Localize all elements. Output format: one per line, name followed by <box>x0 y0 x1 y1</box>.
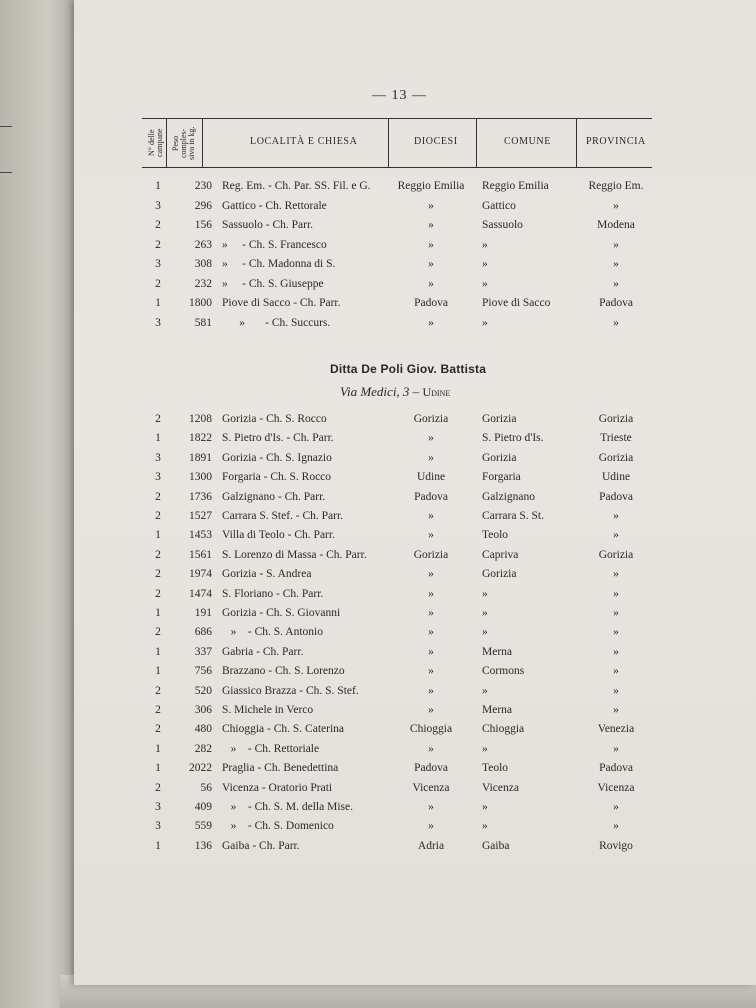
table-row <box>0 685 756 704</box>
cell-weight: 296 <box>194 199 212 212</box>
cell-count: 1 <box>155 432 161 445</box>
facing-page-mark <box>0 126 12 127</box>
cell-provincia: Modena <box>597 219 635 231</box>
cell-diocese: Padova <box>414 490 448 503</box>
table-row <box>0 607 756 626</box>
firm-name: Ditta De Poli Giov. Battista <box>330 362 487 376</box>
cell-diocese: Gorizia <box>413 413 449 425</box>
cell-count: 2 <box>155 548 161 561</box>
cell-provincia: Padova <box>599 490 633 503</box>
table-row <box>0 820 756 839</box>
cell-count: 1 <box>155 297 161 309</box>
cell-provincia: » <box>613 238 619 251</box>
cell-provincia: » <box>613 199 619 212</box>
cell-weight: 520 <box>194 684 212 697</box>
table-row <box>0 743 756 762</box>
cell-comune: Merna <box>482 645 513 658</box>
table-row <box>0 200 756 219</box>
cell-count: 1 <box>155 742 161 755</box>
header-comune: COMUNE <box>504 136 551 147</box>
table-row <box>0 704 756 723</box>
header-num: N° delle campane <box>147 128 164 158</box>
cell-provincia: Venezia <box>597 723 635 736</box>
cell-weight: 1891 <box>189 451 212 464</box>
cell-weight: 756 <box>194 665 212 678</box>
cell-location: Gaiba - Ch. Parr. <box>222 839 300 852</box>
cell-diocese: Udine <box>416 471 446 484</box>
cell-count: 2 <box>155 781 161 794</box>
cell-location: Reg. Em. - Ch. Par. SS. Fil. e G. <box>222 180 371 192</box>
cell-location: » - Ch. Rettoriale <box>222 742 320 755</box>
cell-weight: 1736 <box>189 490 212 503</box>
table-header <box>142 118 652 168</box>
cell-weight: 1527 <box>189 510 212 522</box>
cell-location: » - Ch. S. Francesco <box>222 238 327 251</box>
cell-count: 2 <box>155 490 161 503</box>
table-row <box>0 646 756 665</box>
cell-provincia: » <box>613 277 619 290</box>
cell-count: 2 <box>155 568 161 581</box>
header-diocesi: DIOCESI <box>414 136 458 147</box>
cell-weight: 337 <box>194 645 212 658</box>
table-row <box>0 665 756 684</box>
cell-location: S. Michele in Verco <box>222 704 314 716</box>
cell-count: 1 <box>155 645 161 658</box>
cell-comune: Sassuolo <box>482 219 523 231</box>
cell-provincia: Gorizia <box>598 451 634 464</box>
table-row <box>0 180 756 199</box>
table-row <box>0 258 756 277</box>
cell-comune: » <box>482 742 488 755</box>
cell-count: 3 <box>155 451 161 464</box>
cell-provincia: » <box>613 742 619 755</box>
cell-location: S. Pietro d'Is. - Ch. Parr. <box>222 432 334 445</box>
header-divider <box>576 119 577 167</box>
table-row <box>0 491 756 510</box>
cell-provincia: » <box>613 645 619 658</box>
cell-count: 3 <box>155 258 161 270</box>
firm-address <box>340 384 450 400</box>
table-row <box>0 413 756 432</box>
cell-provincia: Reggio Em. <box>588 180 644 192</box>
cell-weight: 559 <box>194 820 212 833</box>
cell-diocese: » <box>428 432 434 445</box>
cell-comune: Gorizia <box>482 568 517 581</box>
cell-location: Gorizia - Ch. S. Giovanni <box>222 607 341 619</box>
header-provincia: PROVINCIA <box>586 136 646 147</box>
cell-weight: 263 <box>194 238 212 251</box>
cell-count: 1 <box>155 607 161 619</box>
cell-location: » - Ch. S. Antonio <box>222 626 323 639</box>
page-number: — 13 — <box>372 88 427 103</box>
cell-diocese: » <box>428 568 434 581</box>
cell-weight: 1822 <box>189 432 212 445</box>
cell-provincia: » <box>613 820 619 833</box>
cell-provincia: » <box>613 258 619 270</box>
cell-diocese: Padova <box>414 297 448 309</box>
cell-weight: 686 <box>194 626 212 639</box>
cell-comune: » <box>482 801 488 813</box>
cell-weight: 409 <box>194 801 212 813</box>
header-peso: Peso comples- sivo in kg. <box>171 126 196 160</box>
cell-comune: » <box>482 626 488 639</box>
cell-weight: 282 <box>194 742 212 755</box>
table-row <box>0 452 756 471</box>
cell-location: » - Ch. Succurs. <box>222 316 331 329</box>
cell-location: S. Floriano - Ch. Parr. <box>222 587 324 600</box>
table-row <box>0 510 756 529</box>
cell-comune: Capriva <box>482 548 519 561</box>
table-row <box>0 529 756 548</box>
cell-diocese: » <box>428 742 434 755</box>
header-divider <box>388 119 389 167</box>
cell-comune: Teolo <box>482 762 509 775</box>
cell-weight: 56 <box>200 781 212 794</box>
cell-comune: » <box>482 607 488 619</box>
cell-diocese: » <box>428 451 434 464</box>
table-row <box>0 840 756 859</box>
cell-provincia: » <box>613 607 619 619</box>
cell-count: 2 <box>155 723 161 736</box>
cell-diocese: » <box>428 277 434 290</box>
cell-diocese: » <box>428 801 434 813</box>
cell-diocese: » <box>428 316 434 329</box>
cell-count: 3 <box>155 820 161 833</box>
cell-count: 2 <box>155 219 161 231</box>
facing-page-mark <box>0 172 12 173</box>
cell-comune: Reggio Emilia <box>482 180 549 192</box>
cell-location: Carrara S. Stef. - Ch. Parr. <box>222 510 344 522</box>
cell-comune: Gorizia <box>482 451 517 464</box>
cell-diocese: Padova <box>414 762 448 775</box>
cell-comune: Gattico <box>482 199 516 212</box>
cell-count: 3 <box>155 199 161 212</box>
cell-diocese: » <box>428 510 434 522</box>
cell-diocese: » <box>428 587 434 600</box>
cell-location: Galzignano - Ch. Parr. <box>222 490 326 503</box>
cell-count: 2 <box>155 684 161 697</box>
cell-provincia: » <box>613 587 619 600</box>
table-row <box>0 317 756 336</box>
cell-location: Sassuolo - Ch. Parr. <box>222 219 314 231</box>
header-divider <box>476 119 477 167</box>
table-row <box>0 219 756 238</box>
cell-weight: 1208 <box>189 413 212 425</box>
cell-comune: Cormons <box>482 665 525 678</box>
cell-comune: Piove di Sacco <box>482 297 551 309</box>
cell-provincia: Udine <box>601 471 631 484</box>
cell-comune: » <box>482 316 488 329</box>
table-row <box>0 801 756 820</box>
cell-provincia: » <box>613 684 619 697</box>
cell-comune: Gaiba <box>482 839 510 852</box>
cell-location: Praglia - Ch. Benedettina <box>222 762 339 775</box>
cell-location: Vicenza - Oratorio Prati <box>222 781 333 794</box>
cell-diocese: » <box>428 704 434 716</box>
cell-location: Forgaria - Ch. S. Rocco <box>222 471 332 484</box>
cell-count: 1 <box>155 762 161 775</box>
cell-diocese: » <box>428 607 434 619</box>
cell-comune: Chioggia <box>482 723 525 736</box>
cell-location: » - Ch. S. Domenico <box>222 820 334 833</box>
cell-weight: 232 <box>194 277 212 290</box>
cell-weight: 581 <box>194 316 212 329</box>
cell-diocese: Chioggia <box>409 723 453 736</box>
cell-provincia: » <box>613 316 619 329</box>
cell-weight: 1561 <box>189 548 212 561</box>
cell-weight: 480 <box>194 723 212 736</box>
header-localita: LOCALITÀ E CHIESA <box>250 136 358 147</box>
table-row <box>0 297 756 316</box>
cell-count: 1 <box>155 180 161 192</box>
cell-diocese: Vicenza <box>412 781 450 794</box>
cell-count: 1 <box>155 665 161 678</box>
cell-count: 3 <box>155 471 161 484</box>
cell-comune: » <box>482 277 488 290</box>
cell-provincia: Rovigo <box>599 839 633 852</box>
cell-count: 3 <box>155 801 161 813</box>
cell-weight: 1300 <box>189 471 212 484</box>
cell-weight: 1474 <box>189 587 212 600</box>
cell-diocese: » <box>428 529 434 542</box>
cell-comune: » <box>482 587 488 600</box>
cell-count: 2 <box>155 587 161 600</box>
cell-provincia: » <box>613 626 619 639</box>
cell-comune: Merna <box>482 704 513 716</box>
cell-comune: Gorizia <box>482 413 517 425</box>
table-row <box>0 278 756 297</box>
cell-provincia: Gorizia <box>598 548 634 561</box>
cell-provincia: Trieste <box>600 432 632 445</box>
cell-location: Piove di Sacco - Ch. Parr. <box>222 297 341 309</box>
cell-comune: Teolo <box>482 529 509 542</box>
cell-comune: » <box>482 684 488 697</box>
cell-count: 3 <box>155 316 161 329</box>
cell-provincia: » <box>613 529 619 542</box>
table-row <box>0 568 756 587</box>
cell-diocese: » <box>428 645 434 658</box>
cell-weight: 230 <box>194 180 212 192</box>
cell-diocese: » <box>428 820 434 833</box>
cell-location: Gabria - Ch. Parr. <box>222 645 304 658</box>
cell-diocese: » <box>428 219 434 231</box>
firm-street: Via Medici, 3 – <box>340 384 423 399</box>
cell-count: 2 <box>155 277 161 290</box>
cell-location: S. Lorenzo di Massa - Ch. Parr. <box>222 548 367 561</box>
cell-comune: Forgaria <box>482 471 521 484</box>
header-divider <box>166 119 167 167</box>
cell-location: » - Ch. Madonna di S. <box>222 258 336 270</box>
cell-diocese: » <box>428 626 434 639</box>
table-row <box>0 549 756 568</box>
cell-provincia: » <box>613 665 619 678</box>
cell-weight: 1453 <box>189 529 212 542</box>
cell-diocese: » <box>428 258 434 270</box>
cell-provincia: Padova <box>599 762 633 775</box>
cell-weight: 308 <box>194 258 212 270</box>
cell-comune: Galzignano <box>482 490 536 503</box>
cell-comune: S. Pietro d'Is. <box>482 432 544 445</box>
cell-count: 2 <box>155 238 161 251</box>
cell-location: Chioggia - Ch. S. Caterina <box>222 723 345 736</box>
table-row <box>0 723 756 742</box>
cell-location: Gattico - Ch. Rettorale <box>222 199 327 212</box>
cell-provincia: Padova <box>599 297 633 309</box>
cell-location: Giassico Brazza - Ch. S. Stef. <box>222 684 359 697</box>
cell-location: Gorizia - Ch. S. Ignazio <box>222 451 332 464</box>
cell-provincia: » <box>613 510 619 522</box>
cell-diocese: » <box>428 665 434 678</box>
cell-location: Gorizia - S. Andrea <box>222 568 312 581</box>
cell-weight: 2022 <box>189 762 212 775</box>
cell-weight: 1800 <box>189 297 212 309</box>
cell-provincia: » <box>613 801 619 813</box>
cell-provincia: » <box>613 704 619 716</box>
cell-provincia: Vicenza <box>597 781 635 794</box>
header-divider <box>202 119 203 167</box>
cell-weight: 136 <box>194 839 212 852</box>
table-row <box>0 626 756 645</box>
cell-comune: » <box>482 820 488 833</box>
cell-comune: » <box>482 258 488 270</box>
cell-location: » - Ch. S. M. della Mise. <box>222 801 353 813</box>
firm-city: Udine <box>422 385 451 399</box>
cell-location: » - Ch. S. Giuseppe <box>222 277 324 290</box>
cell-location: Brazzano - Ch. S. Lorenzo <box>222 665 345 678</box>
cell-count: 2 <box>155 626 161 639</box>
cell-weight: 156 <box>194 219 212 231</box>
cell-diocese: Adria <box>417 839 445 852</box>
cell-provincia: » <box>613 568 619 581</box>
table-row <box>0 782 756 801</box>
cell-location: Villa di Teolo - Ch. Parr. <box>222 529 335 542</box>
cell-count: 2 <box>155 413 161 425</box>
cell-location: Gorizia - Ch. S. Rocco <box>222 413 327 425</box>
table-row <box>0 432 756 451</box>
table-row <box>0 762 756 781</box>
cell-weight: 191 <box>194 607 212 619</box>
cell-diocese: » <box>428 238 434 251</box>
cell-provincia: Gorizia <box>598 413 634 425</box>
cell-weight: 306 <box>194 704 212 716</box>
cell-diocese: Gorizia <box>413 548 449 561</box>
cell-comune: Carrara S. St. <box>482 510 544 522</box>
table-row <box>0 588 756 607</box>
table-row <box>0 471 756 490</box>
cell-diocese: » <box>428 199 434 212</box>
cell-count: 1 <box>155 529 161 542</box>
cell-comune: » <box>482 238 488 251</box>
cell-diocese: » <box>428 684 434 697</box>
table-row <box>0 239 756 258</box>
cell-weight: 1974 <box>189 568 212 581</box>
cell-comune: Vicenza <box>482 781 519 794</box>
cell-count: 2 <box>155 704 161 716</box>
cell-diocese: Reggio Emilia <box>397 180 465 192</box>
cell-count: 1 <box>155 839 161 852</box>
cell-count: 2 <box>155 510 161 522</box>
